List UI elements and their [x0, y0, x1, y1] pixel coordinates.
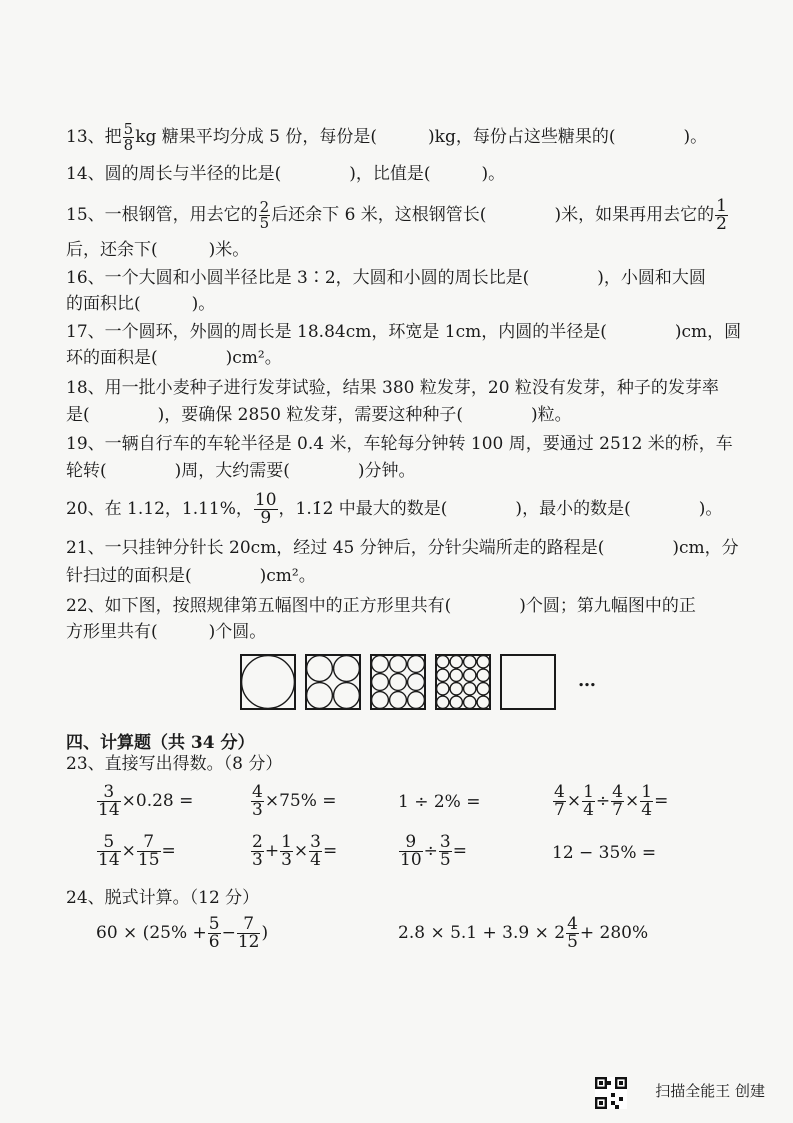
pattern-circle: [334, 683, 360, 709]
question-17-line2: 环的面积是( )cm²。: [66, 348, 282, 368]
pattern-circle: [477, 669, 489, 681]
calc-item: $\frac{9}{10}$ ÷ $\frac{3}{5}$ =: [400, 832, 467, 870]
pattern-circle: [390, 674, 407, 691]
pattern-circle: [464, 656, 476, 668]
pattern-circle: [390, 692, 407, 709]
question-24: 24、脱式计算。（12 分）: [66, 888, 260, 908]
pattern-circle: [450, 683, 462, 695]
calc-item: $\frac{4}{3}$ ×75% =: [252, 782, 337, 820]
pattern-circle: [477, 696, 489, 708]
calc-item: $\frac{2}{3}$ + $\frac{1}{3}$ × $\frac{3}{4}$ =: [252, 832, 338, 870]
question-13: 13、把 $\frac{5}{8}$ kg 糖果平均分成 5 份，每份是( )kg，每份占这些糖果的( )。: [66, 120, 708, 154]
pattern-circle: [372, 656, 389, 673]
pattern-square: [371, 655, 425, 709]
pattern-circle: [477, 683, 489, 695]
question-14: 14、圆的周长与半径的比是( )，比值是( )。: [66, 164, 506, 184]
calc-item: 2.8 × 5.1 + 3.9 × 2 $\frac{4}{5}$ + 280%: [398, 914, 649, 952]
pattern-circle: [307, 683, 333, 709]
pattern-circle: [437, 696, 449, 708]
pattern-circle: [437, 669, 449, 681]
fraction: $\frac{10}{9}$: [254, 490, 277, 528]
question-15: 15、一根钢管，用去它的 $\frac{2}{5}$ 后还余下 6 米，这根钢管长( )米，如果再用去它的 $\frac{1}{2}$: [66, 196, 727, 234]
pattern-circle: [242, 656, 295, 709]
pattern-circle: [408, 674, 425, 691]
pattern-square: [306, 655, 360, 709]
pattern-circle: [450, 656, 462, 668]
question-15-line2: 后，还余下( )米。: [66, 240, 250, 260]
question-21-line2: 针扫过的面积是( )cm²。: [66, 566, 316, 586]
question-22-line2: 方形里共有( )个圆。: [66, 622, 267, 642]
fraction: $\frac{5}{8}$: [123, 120, 134, 154]
question-20: 20、在 1.12，1.11%， $\frac{10}{9}$ ，1.1̇2̇ 中最大的数是( )，最小的数是( )。: [66, 490, 723, 528]
pattern-circle: [464, 683, 476, 695]
question-16-line2: 的面积比( )。: [66, 294, 216, 314]
question-21: 21、一只挂钟分针长 20cm，经过 45 分钟后，分针尖端所走的路程是( )cm，分: [66, 538, 739, 558]
pattern-circle: [372, 674, 389, 691]
pattern-circle: [477, 656, 489, 668]
qr-code-icon: [595, 1077, 627, 1109]
pattern-circle: [408, 656, 425, 673]
question-19: 19、一辆自行车的车轮半径是 0.4 米，车轮每分钟转 100 周，要通过 2512 米的桥，车: [66, 434, 733, 454]
question-18: 18、用一批小麦种子进行发芽试验，结果 380 粒发芽，20 粒没有发芽，种子的发芽率: [66, 378, 719, 398]
fraction: $\frac{1}{2}$: [716, 196, 727, 234]
pattern-circle: [464, 696, 476, 708]
question-17: 17、一个圆环，外圆的周长是 18.84cm，环宽是 1cm，内圆的半径是( )cm，圆: [66, 322, 742, 342]
pattern-circle: [450, 669, 462, 681]
calc-item: 60 × (25% + $\frac{5}{6}$ − $\frac{7}{12}$ ): [96, 914, 269, 952]
pattern-square: [501, 655, 555, 709]
question-16: 16、一个大圆和小圆半径比是 3∶2，大圆和小圆的周长比是( )，小圆和大圆: [66, 268, 706, 288]
calc-item: 12 − 35% =: [552, 843, 657, 863]
pattern-circle: [307, 656, 333, 682]
ellipsis: …: [578, 670, 596, 691]
question-19-line2: 轮转( )周，大约需要( )分钟。: [66, 461, 416, 481]
pattern-circle: [437, 683, 449, 695]
calc-item: $\frac{3}{14}$ ×0.28 =: [98, 782, 194, 820]
calc-item: 1 ÷ 2% =: [398, 792, 481, 812]
pattern-circle: [390, 656, 407, 673]
pattern-circle: [408, 692, 425, 709]
pattern-circle: [437, 656, 449, 668]
circle-pattern-figure: [240, 654, 570, 710]
scanner-watermark: 扫描全能王 创建: [655, 1082, 765, 1100]
pattern-circle: [334, 656, 360, 682]
pattern-square: [436, 655, 490, 709]
calc-item: $\frac{4}{7}$ × $\frac{1}{4}$ ÷ $\frac{4}{7}$ × $\frac{1}{4}$ =: [554, 782, 669, 820]
calc-item: $\frac{5}{14}$ × $\frac{7}{15}$ =: [98, 832, 176, 870]
section-title: 四、计算题（共 34 分）: [66, 733, 255, 753]
question-18-line2: 是( )，要确保 2850 粒发芽，需要这种种子( )粒。: [66, 405, 572, 425]
question-22: 22、如下图，按照规律第五幅图中的正方形里共有( )个圆；第九幅图中的正: [66, 596, 696, 616]
question-23: 23、直接写出得数。（8 分）: [66, 754, 283, 774]
pattern-circle: [464, 669, 476, 681]
fraction: $\frac{2}{5}$: [259, 198, 270, 232]
pattern-circle: [372, 692, 389, 709]
pattern-circle: [450, 696, 462, 708]
